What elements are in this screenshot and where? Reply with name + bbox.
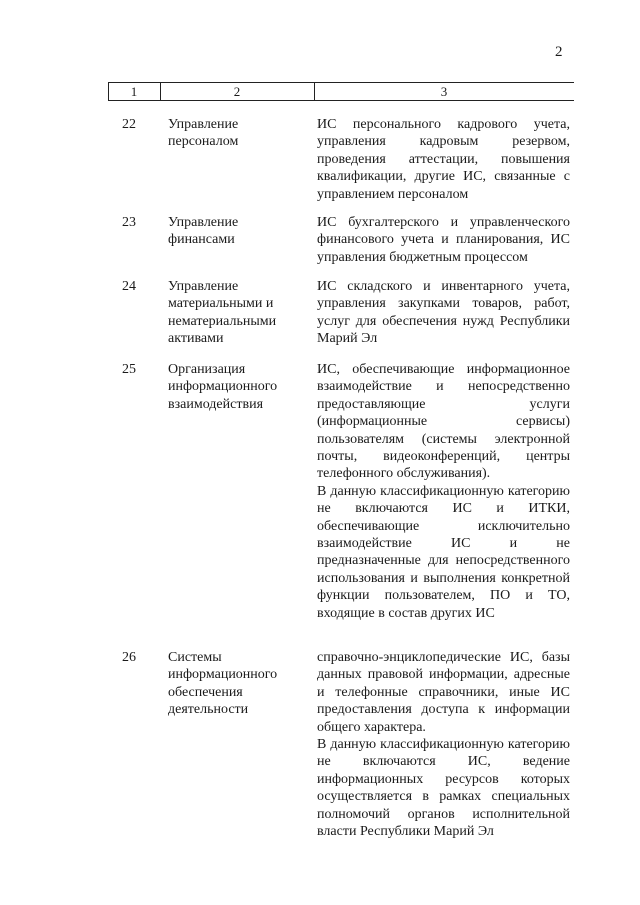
row-name: Управление материальными и нематериальными активами bbox=[168, 279, 277, 347]
description-paragraph: В данную классификационную категорию не включаются ИС и ИТКИ, обеспечивающие исключительно взаимодействие ИС и не предназначенные для непосредственного использования и выполнения конкретной функции пользователем, ПО и ТО, входящие в состав других ИС bbox=[317, 483, 570, 621]
header-col-1: 1 bbox=[130, 84, 138, 99]
description-paragraph: справочно-энциклопедические ИС, базы данных правовой информации, адресные и телефонные справочники, иные ИС предоставления доступа к информации общего характера. bbox=[317, 650, 570, 735]
description-paragraph: В данную классификационную категорию не включаются ИС, ведение информационных ресурсов которых осуществляется в рамках специальных полномочий органов исполнительной власти Республики Марий Эл bbox=[317, 737, 570, 840]
row-name: Системы информационного обеспечения деятельности bbox=[168, 650, 278, 718]
row-name: Управление финансами bbox=[168, 215, 239, 248]
description-paragraph: ИС, обеспечивающие информационное взаимодействие и непосредственно предоставляющие услуги (информационные сервисы) пользователям (системы электронной почты, видеоконференций, центры телефонного обслуживания). bbox=[317, 362, 570, 482]
row-name: Управление персоналом bbox=[168, 117, 239, 150]
row-description bbox=[317, 116, 570, 203]
table-header bbox=[108, 82, 574, 101]
row-number: 22 bbox=[122, 117, 136, 132]
row-description bbox=[317, 361, 570, 622]
row-description bbox=[317, 214, 570, 266]
page-number: 2 bbox=[555, 44, 563, 60]
row-number: 23 bbox=[122, 215, 136, 230]
header-col-3: 3 bbox=[440, 84, 448, 99]
row-description bbox=[317, 278, 570, 348]
row-description bbox=[317, 649, 570, 840]
row-number: 24 bbox=[122, 279, 136, 294]
description-paragraph: ИС персонального кадрового учета, управления кадровым резервом, проведения аттестации, повышения квалификации, другие ИС, связанные с управлением персоналом bbox=[317, 117, 570, 202]
header-col-2: 2 bbox=[233, 84, 241, 99]
description-paragraph: ИС складского и инвентарного учета, управления закупками товаров, работ, услуг для обеспечения нужд Республики Марий Эл bbox=[317, 279, 570, 347]
description-paragraph: ИС бухгалтерского и управленческого финансового учета и планирования, ИС управления бюджетным процессом bbox=[317, 215, 570, 265]
row-number: 25 bbox=[122, 362, 136, 377]
row-name: Организация информационного взаимодействия bbox=[168, 362, 278, 412]
row-number: 26 bbox=[122, 650, 136, 665]
